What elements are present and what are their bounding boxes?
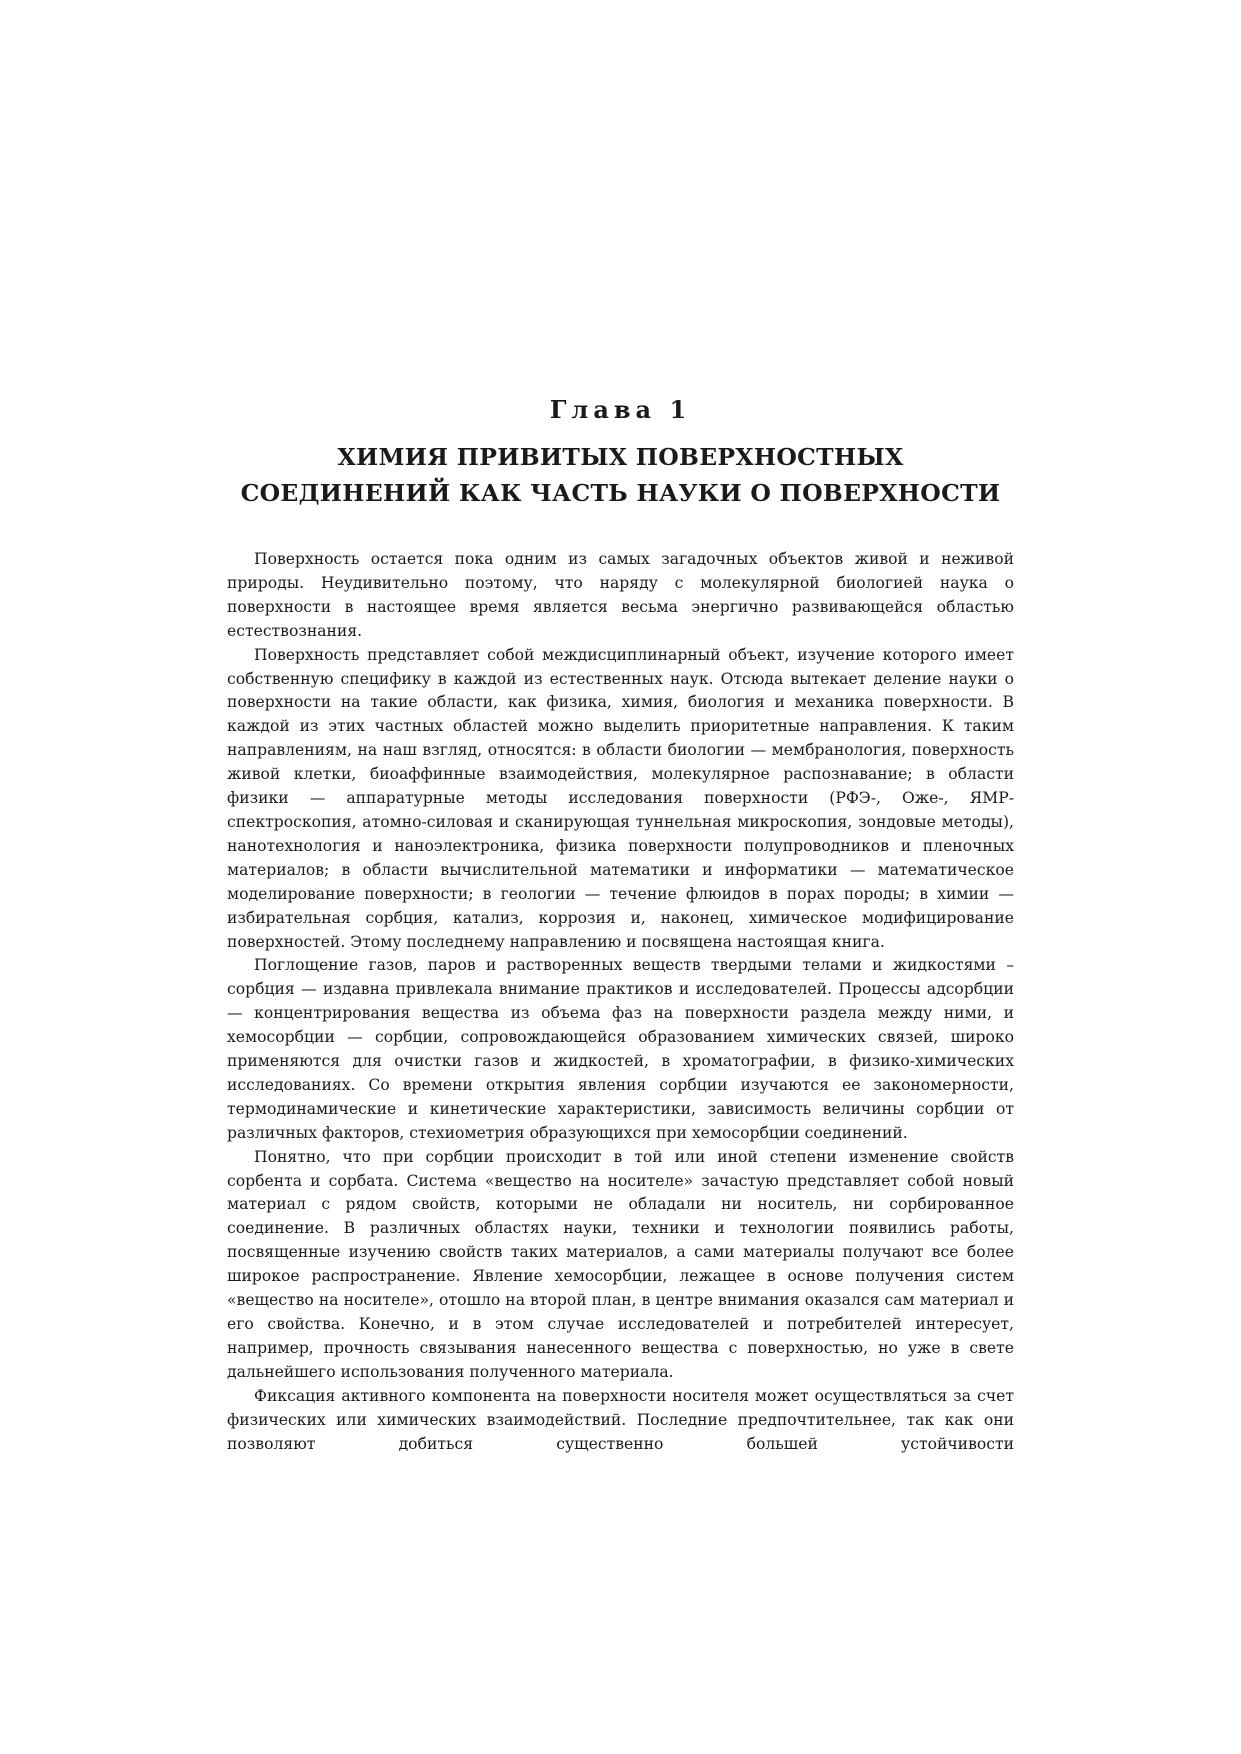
- paragraph-4: Понятно, что при сорбции происходит в той или иной степени изменение свойств сорбента и сорбата. Система «вещество на носителе» зачастую представляет собой новый материал с рядом свойств, которыми не обладали ни носитель, ни сорбированное соединение. В различных областях науки, техники и технологии появились работы, посвященные изучению свойств таких материалов, а сами материалы получают все более широкое распространение. Явление хемосорбции, лежащее в основе получения систем «вещество на носителе», отошло на второй план, в центре внимания оказался сам материал и его свойства. Конечно, и в этом случае исследователей и потребителей интересует, например, прочность связывания нанесенного вещества с поверхностью, но уже в свете дальнейшего использования полученного материала.: [227, 1147, 1014, 1381]
- page: [227, 395, 1014, 1456]
- body-text: [227, 548, 1014, 1456]
- paragraph-2: Поверхность представляет собой междисциплинарный объект, изучение которого имеет собственную специфику в каждой из естественных наук. Отсюда вытекает деление науки о поверхности на такие области, как физика, химия, биология и механика поверхности. В каждой из этих частных областей можно выделить приоритетные направления. К таким направлениям, на наш взгляд, относятся: в области биологии — мембранология, поверхность живой клетки, биоаффинные взаимодействия, молекулярное распознавание; в области физики — аппаратурные методы исследования поверхности (РФЭ-, Оже-, ЯМР-спектроскопия, атомно-силовая и сканирующая туннельная микроскопия, зондовые методы), нанотехнология и наноэлектроника, физика поверхности полупроводников и пленочных материалов; в области вычислительной математики и информатики — математическое моделирование поверхности; в геологии — течение флюидов в порах породы; в химии — избирательная сорбция, катализ, коррозия и, наконец, химическое модифицирование поверхностей. Этому последнему направлению и посвящена настоящая книга.: [227, 645, 1014, 951]
- chapter-title-line-1: ХИМИЯ ПРИВИТЫХ ПОВЕРХНОСТНЫХ: [337, 443, 904, 471]
- chapter-label: Глава 1: [549, 395, 692, 424]
- paragraph-1: Поверхность остается пока одним из самых загадочных объектов живой и неживой природы. Неудивительно поэтому, что наряду с молекулярной биологией наука о поверхности в настоящее время является весьма энергично развивающейся областью естествознания.: [227, 550, 1014, 640]
- paragraph-3: Поглощение газов, паров и растворенных веществ твердыми телами и жидкостями – сорбция — издавна привлекала внимание практиков и исследователей. Процессы адсорбции — концентрирования вещества из объема фаз на поверхности раздела между ними, и хемосорбции — сорбции, сопровождающейся образованием химических связей, широко применяются для очистки газов и жидкостей, в хроматографии, в физико-химических исследованиях. Со времени открытия явления сорбции изучаются ее закономерности, термодинамические и кинетические характеристики, зависимость величины сорбции от различных факторов, стехиометрия образующихся при хемосорбции соединений.: [227, 956, 1014, 1142]
- chapter-title-line-2: СОЕДИНЕНИЙ КАК ЧАСТЬ НАУКИ О ПОВЕРХНОСТИ: [240, 479, 1001, 507]
- paragraph-5: Фиксация активного компонента на поверхности носителя может осуществляться за счет физических или химических взаимодействий. Последние предпочтительнее, так как они позволяют добиться существенно большей устойчивости: [227, 1386, 1014, 1453]
- chapter-title: [227, 439, 1014, 511]
